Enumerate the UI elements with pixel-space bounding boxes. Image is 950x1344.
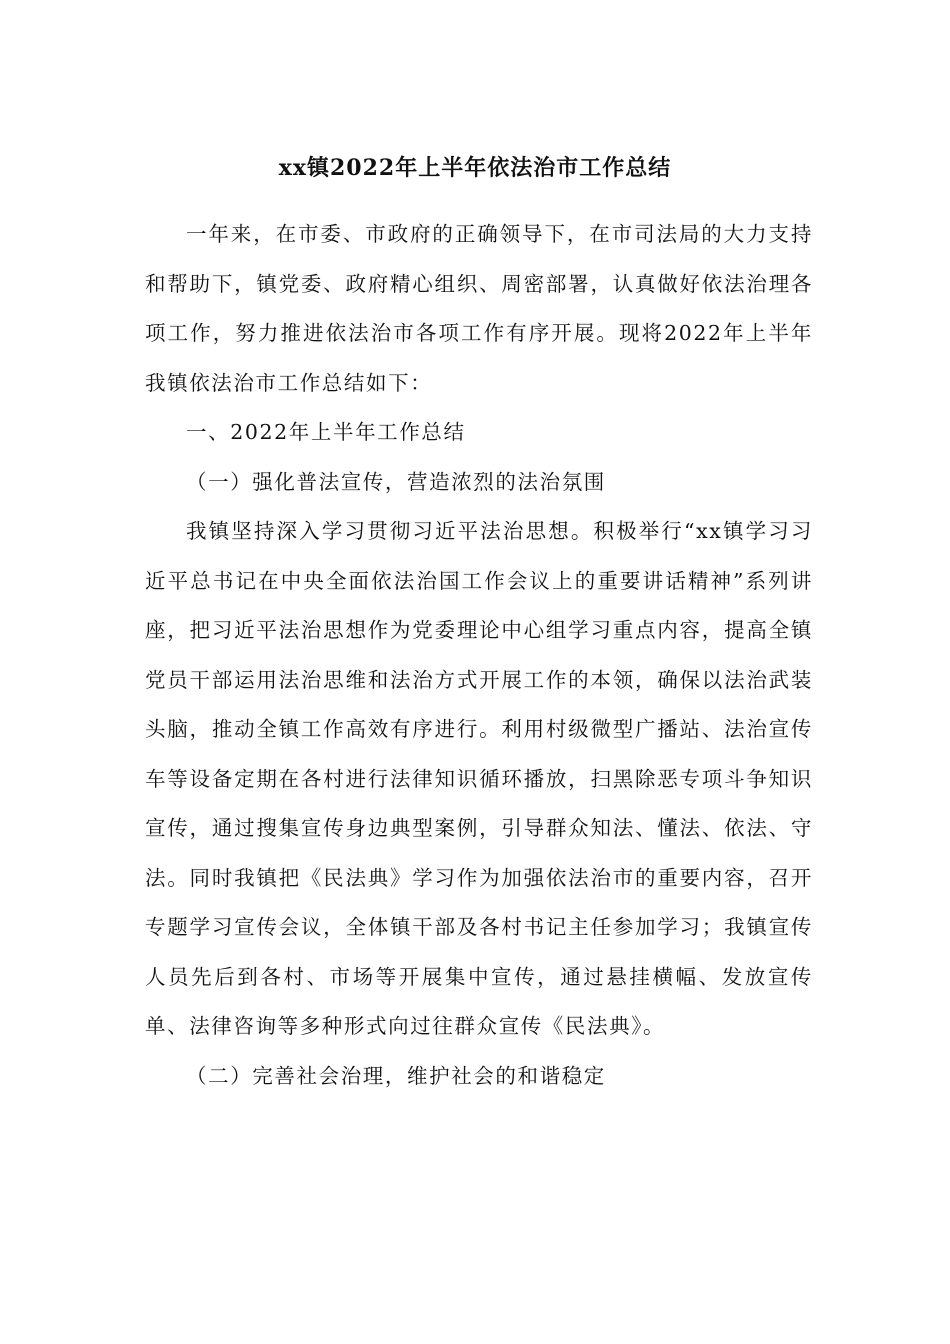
subsection-heading-1: （一）强化普法宣传，营造浓烈的法治氛围 [186,469,606,494]
subsection-heading-2: （二）完善社会治理，维护社会的和谐稳定 [186,1063,606,1088]
section-heading-1: 一、2022年上半年工作总结 [186,420,466,444]
intro-paragraph: 一年来，在市委、市政府的正确领导下，在市司法局的大力支持和帮助下，镇党委、政府精心组织、周密部署，认真做好依法治理各项工作，努力推进依法治市各项工作有序开展。现将2022年上半年我镇依法治市工作总结如下： [145,222,813,395]
document-body [145,210,813,1101]
body-paragraph-1: 我镇坚持深入学习贯彻习近平法治思想。积极举行“xx镇学习习近平总书记在中央全面依法治国工作会议上的重要讲话精神”系列讲座，把习近平法治思想作为党委理论中心组学习重点内容，提高全镇党员干部运用法治思维和法治方式开展工作的本领，确保以法治武装头脑，推动全镇工作高效有序进行。利用村级微型广播站、法治宣传车等设备定期在各村进行法律知识循环播放，扫黑除恶专项斗争知识宣传，通过搜集宣传身边典型案例，引导群众知法、懂法、依法、守法。同时我镇把《民法典》学习作为加强依法治市的重要内容，召开专题学习宣传会议，全体镇干部及各村书记主任参加学习；我镇宣传人员先后到各村、市场等开展集中宣传，通过悬挂横幅、发放宣传单、法律咨询等多种形式向过往群众宣传《民法典》。 [145,519,813,1038]
document-title: xx镇2022年上半年依法治市工作总结 [278,155,672,181]
